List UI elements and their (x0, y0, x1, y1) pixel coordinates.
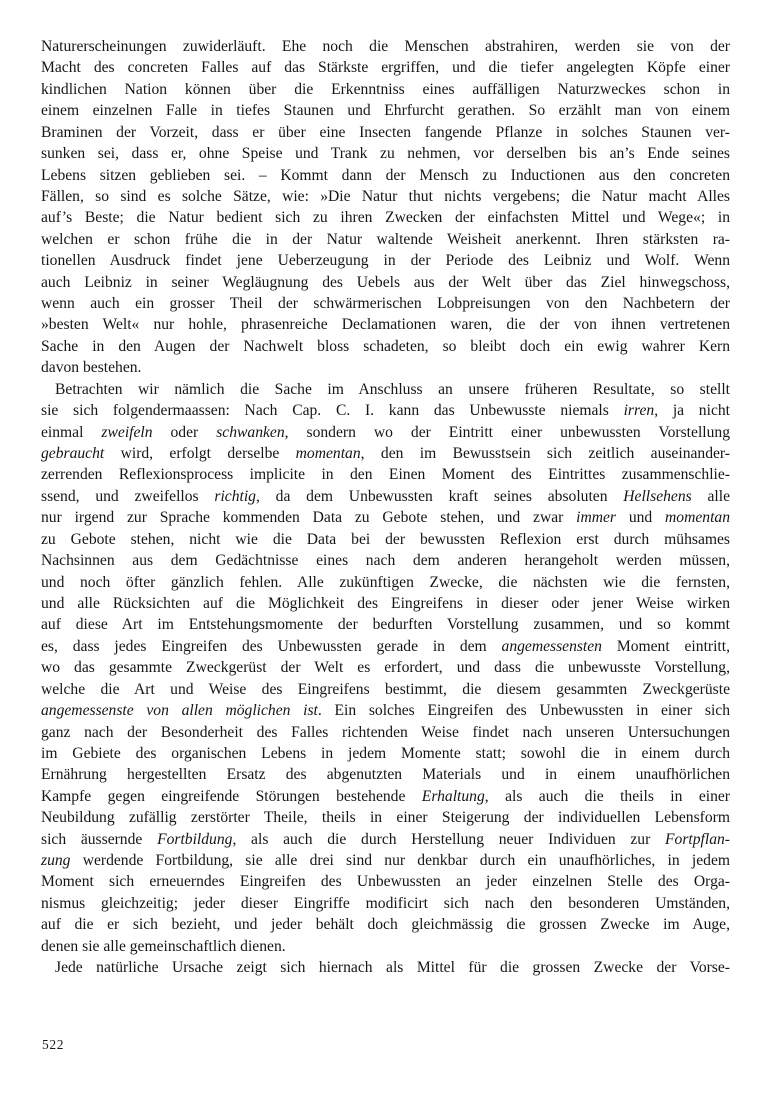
text-line: Fällen, so sind es solche Sätze, wie: »Die Natur thut nichts vergebens; die Natur macht Alles (41, 187, 730, 205)
text-line: auch Leibniz in seiner Wegläugnung des Uebels aus der Welt über das Ziel hinwegschoss, (41, 273, 730, 291)
text-line: Betrachten wir nämlich die Sache im Anschluss an unsere früheren Resultate, so stellt (55, 380, 730, 398)
text-line: davon bestehen. (41, 359, 142, 377)
text-line: Naturerscheinungen zuwiderläuft. Ehe noch die Menschen abstrahiren, werden sie von der (41, 38, 730, 55)
text-line: gebraucht wird, erfolgt derselbe momentan, den im Bewusstsein sich zeitlich auseinander- (41, 445, 730, 463)
text-line: Braminen der Vorzeit, dass er über eine Insecten fangende Pflanze in solches Staunen ver- (41, 123, 730, 141)
page-text (41, 36, 730, 979)
text-line: auf die er sich bezieht, und jeder behält doch gleichmässig die grossen Zwecke im Auge, (41, 916, 730, 934)
text-line: nur irgend zur Sprache kommenden Data zu Gebote stehen, und zwar immer und momentan (41, 509, 730, 527)
text-line: kindlichen Nation können über die Erkenntniss eines auffälligen Naturzweckes schon in (41, 80, 730, 98)
text-line: wo das gesammte Zweckgerüst der Welt es erfordert, und dass die unbewusste Vorstellung, (41, 659, 730, 677)
text-line: zerrenden Reflexionsprocess implicite in den Einen Moment des Eintrittes zusammenschlie- (41, 466, 730, 484)
text-line: Ernährung hergestellten Ersatz des abgenutzten Materials und in einem unaufhörlichen (41, 766, 730, 784)
text-line: Nachsinnen aus dem Gedächtnisse eines nach dem anderen herangeholt werden müssen, (41, 552, 730, 570)
text-line: auf’s Beste; die Natur bedient sich zu ihren Zwecken der einfachsten Mittel und Wege«; in (41, 209, 730, 227)
text-line: Kampfe gegen eingreifende Störungen bestehende Erhaltung, als auch die theils in einer (41, 787, 730, 805)
text-line: und noch öfter gänzlich fehlen. Alle zukünftigen Zwecke, die nächsten wie die fernsten, (41, 573, 730, 591)
paragraph (41, 36, 730, 379)
text-line: ssend, und zweifellos richtig, da dem Unbewussten kraft seines absoluten Hellsehens alle (41, 487, 731, 505)
text-line: Moment sich erneuerndes Eingreifen des Unbewussten an jeder einzelnen Stelle des Orga- (41, 873, 730, 891)
text-line: und alle Rücksichten auf die Möglichkeit des Eingreifens in dieser oder jener Weise wirken (41, 594, 730, 612)
text-line: es, dass jedes Eingreifen des Unbewussten gerade in dem angemessensten Moment eintritt, (41, 637, 730, 655)
text-line: sie sich folgendermaassen: Nach Cap. C. I. kann das Unbewusste niemals irren, ja nicht (41, 402, 730, 420)
text-line: einem einzelnen Falle in tiefes Staunen und Ehrfurcht gerathen. So erzählt man von einem (41, 102, 730, 120)
text-line: welchen er schon frühe die in der Natur waltende Weisheit anerkennt. Ihren stärksten ra- (41, 230, 730, 248)
text-line: denen sie alle gemeinschaftlich dienen. (41, 937, 286, 955)
text-line: Jede natürliche Ursache zeigt sich hiernach als Mittel für die grossen Zwecke der Vorse- (55, 959, 730, 977)
text-line: sich äussernde Fortbildung, als auch die durch Herstellung neuer Individuen zur Fortpflan- (41, 830, 731, 848)
text-line: welche die Art und Weise des Eingreifens bestimmt, die diesem gesammten Zweckgerüste (41, 680, 730, 698)
text-line: angemessenste von allen möglichen ist. Ein solches Eingreifen des Unbewussten in einer sich (41, 702, 730, 720)
paragraph (41, 957, 730, 978)
text-line: Lebens sitzen geblieben sei. – Kommt dann der Mensch zu Inductionen aus den concreten (41, 166, 730, 184)
text-line: Neubildung zufällig zerstörter Theile, theils in einer Steigerung der individuellen Lebensform (41, 809, 730, 827)
text-line: Sache in den Augen der Nachwelt bloss schadeten, so bleibt doch ein ewig wahrer Kern (41, 337, 730, 355)
text-line: auf diese Art im Entstehungsmomente der bedurften Vorstellung zusammen, und so kommt (41, 616, 730, 634)
text-line: tionellen Ausdruck findet jene Ueberzeugung in der Periode des Leibniz und Wolf. Wenn (41, 252, 730, 270)
text-line: ganz nach der Besonderheit des Falles richtenden Weise findet nach unseren Untersuchungen (41, 723, 730, 741)
text-line: zung werdende Fortbildung, sie alle drei sind nur denkbar durch ein unaufhörliches, in jedem (41, 852, 730, 870)
text-line: nismus gleichzeitig; jeder dieser Eingriffe modificirt sich nach den besonderen Umständen, (41, 894, 730, 912)
text-line: einmal zweifeln oder schwanken, sondern wo der Eintritt einer unbewussten Vorstellung (41, 423, 730, 441)
text-line: zu Gebote stehen, nicht wie die Data bei der bewussten Reflexion erst durch mühsames (41, 530, 730, 548)
paragraph (41, 379, 730, 957)
text-line: wenn auch ein grosser Theil der schwärmerischen Lobpreisungen von den Nachbetern der (41, 295, 730, 313)
text-line: »besten Welt« nur hohle, phrasenreiche Declamationen waren, die der von ihnen vertretenen (41, 316, 730, 334)
page-number: 522 (42, 1037, 65, 1052)
text-line: Macht des concreten Falles auf das Stärkste ergriffen, und die tiefer angelegten Köpfe einer (41, 59, 730, 77)
text-line: sunken sei, dass er, ohne Speise und Trank zu nehmen, vor derselben bis an’s Ende seines (41, 145, 730, 163)
text-line: im Gebiete des organischen Lebens in jedem Momente statt; sowohl die in einem durch (41, 744, 730, 762)
